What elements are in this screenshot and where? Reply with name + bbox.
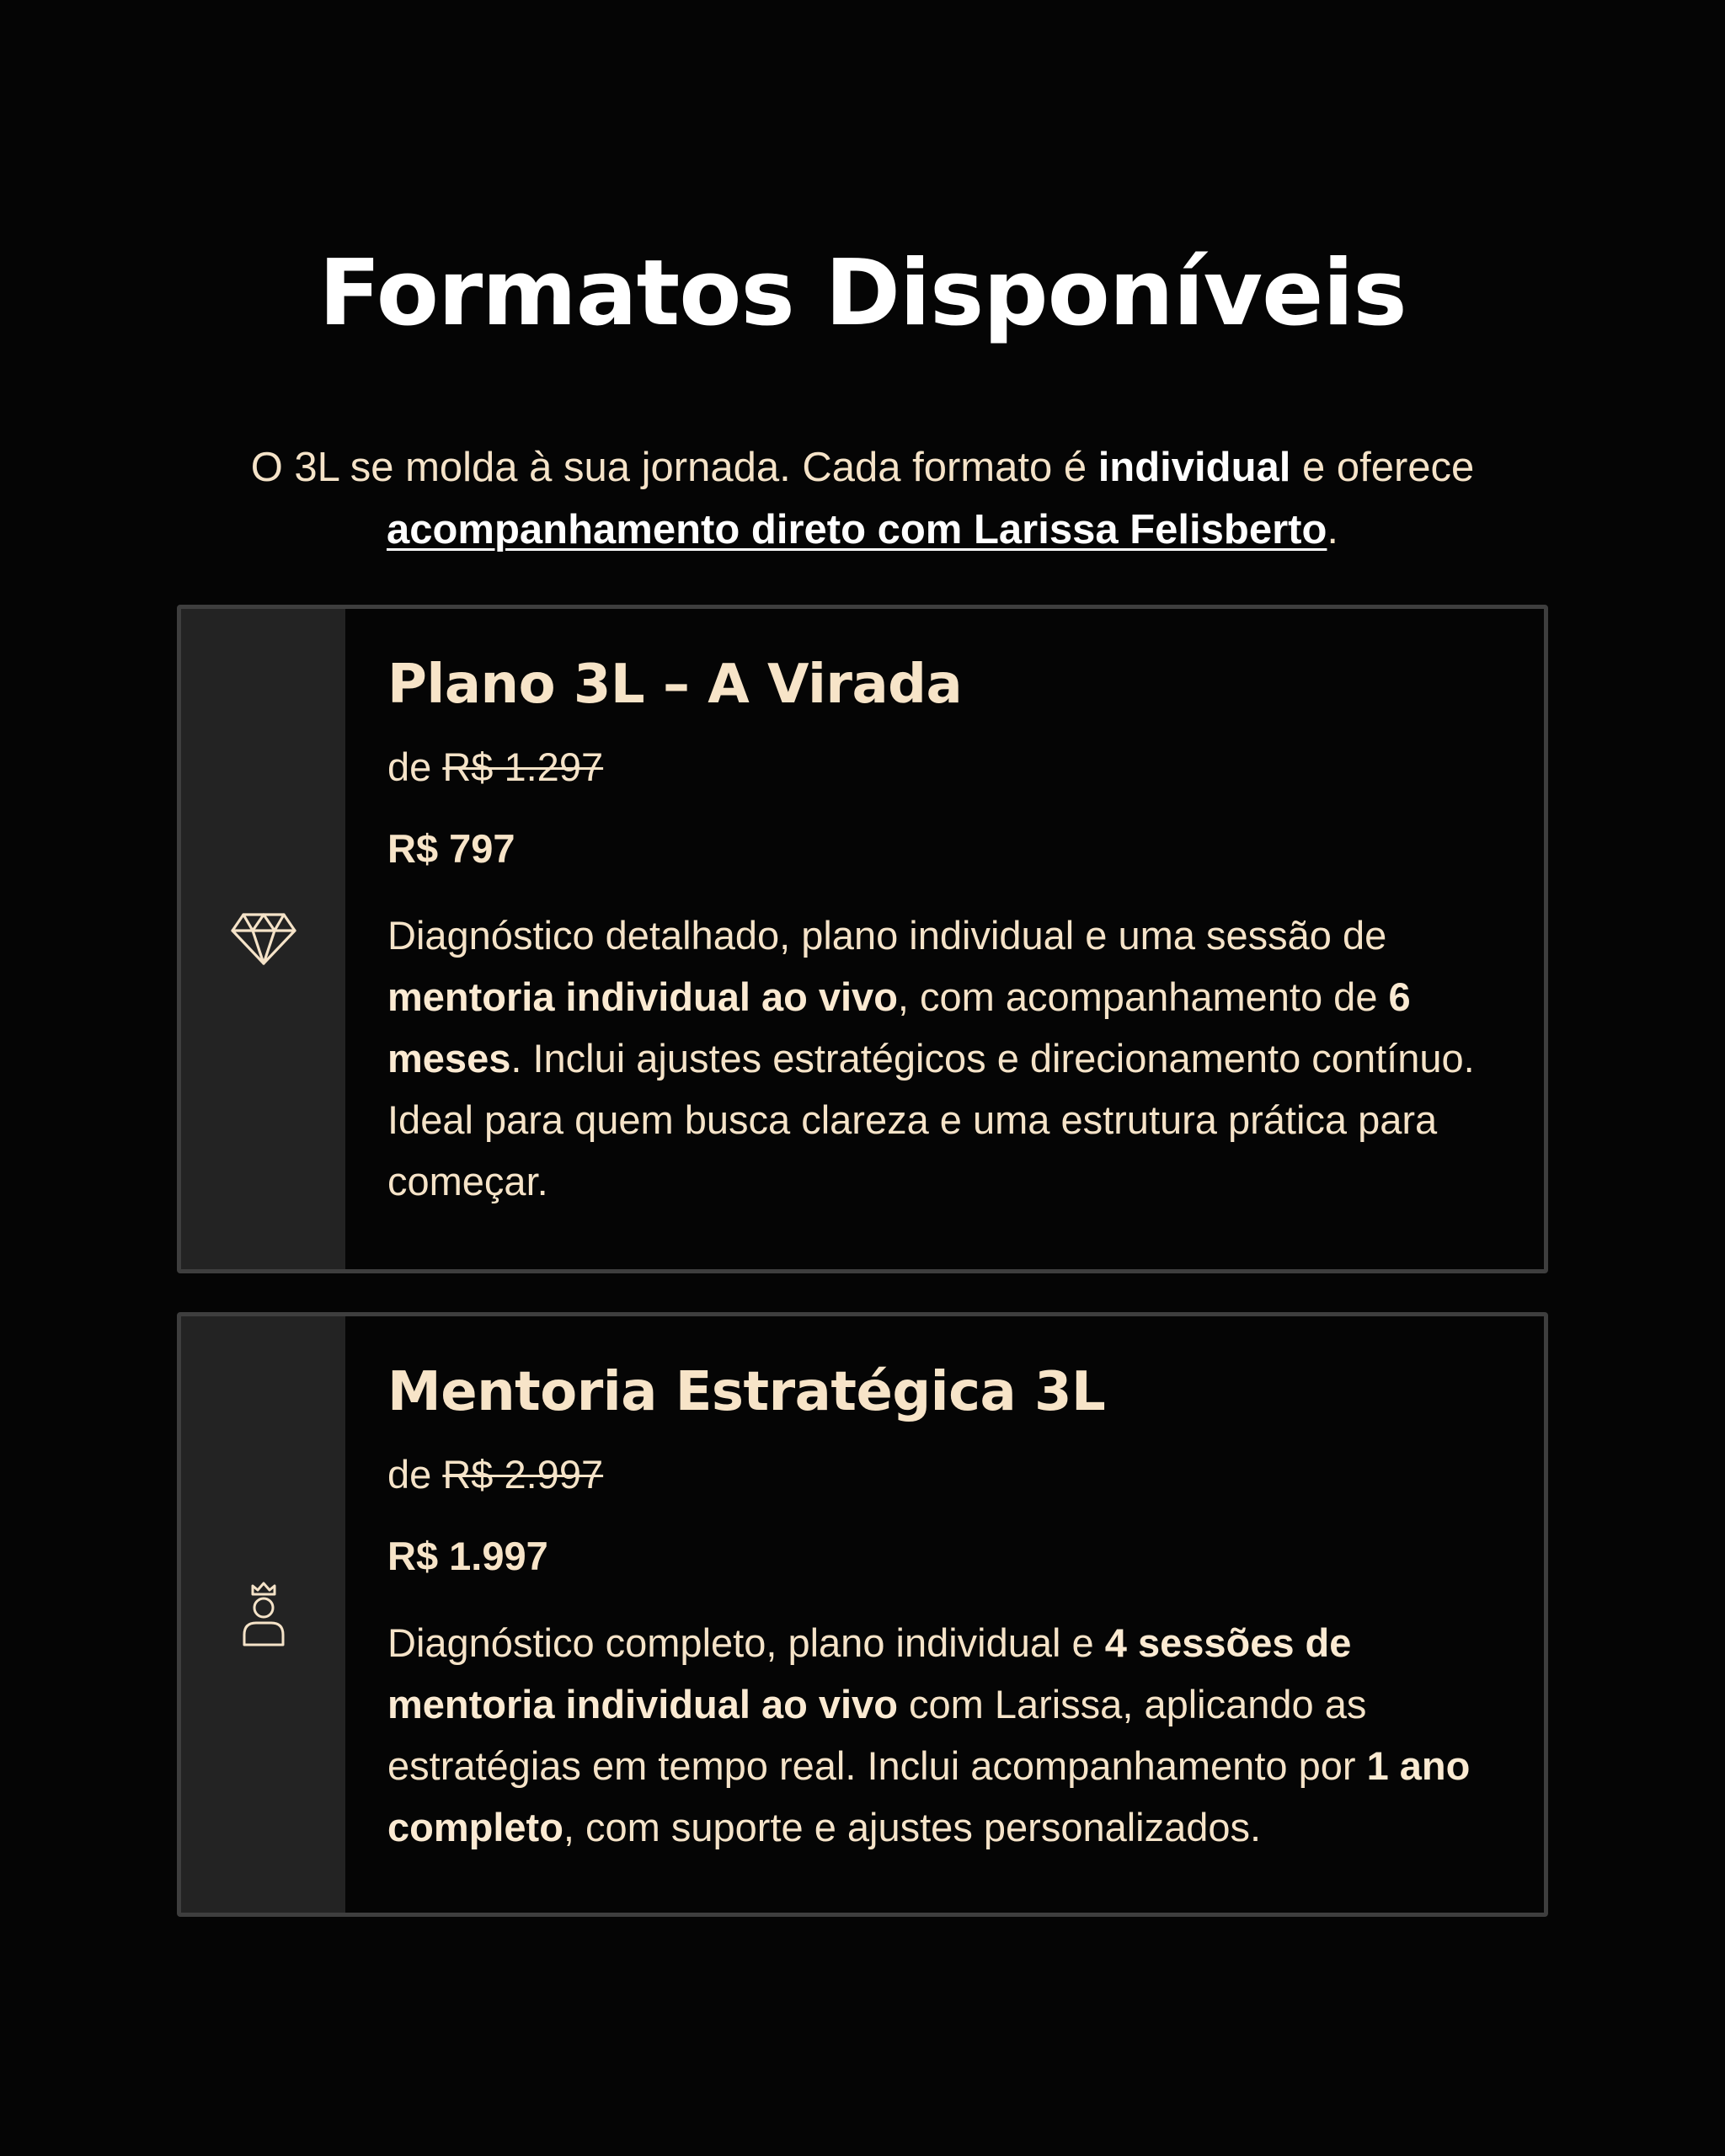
crowned-person-icon bbox=[241, 1581, 286, 1648]
plan-card-virada[interactable] bbox=[177, 605, 1548, 1273]
plan-title: Plano 3L – A Virada bbox=[387, 654, 963, 716]
plan-card-icon-column bbox=[181, 609, 345, 1269]
plan-description bbox=[387, 1612, 1493, 1858]
desc-text: , com suporte e ajustes personalizados. bbox=[563, 1804, 1262, 1849]
plan-title: Mentoria Estratégica 3L bbox=[387, 1361, 1106, 1423]
desc-text: Diagnóstico completo, plano individual e bbox=[387, 1620, 1105, 1665]
intro-bold-individual: individual bbox=[1097, 445, 1291, 490]
plan-card-icon-column bbox=[181, 1316, 345, 1913]
desc-bold: mentoria individual ao vivo bbox=[387, 974, 898, 1019]
desc-bold: 6 meses bbox=[387, 974, 1411, 1081]
desc-bold: 1 ano completo bbox=[387, 1742, 1471, 1849]
plan-card-content bbox=[345, 609, 1544, 1269]
desc-text: Diagnóstico detalhado, plano individual e uma sessão de bbox=[387, 912, 1387, 958]
old-price-prefix: de bbox=[387, 1451, 443, 1497]
desc-bold: 4 sessões de mentoria individual ao vivo bbox=[387, 1620, 1352, 1726]
plan-description bbox=[387, 905, 1493, 1212]
old-price-value: R$ 1.297 bbox=[442, 744, 604, 789]
page-title: Formatos Disponíveis bbox=[318, 241, 1407, 346]
plan-old-price bbox=[387, 741, 1493, 792]
plan-new-price: R$ 797 bbox=[387, 825, 515, 871]
intro-link[interactable]: acompanhamento direto com Larissa Felisberto bbox=[386, 507, 1327, 552]
intro-part-1: O 3L se molda à sua jornada. Cada formato é bbox=[250, 445, 1098, 490]
diamond-icon bbox=[230, 912, 297, 966]
desc-text: , com acompanhamento de bbox=[897, 974, 1389, 1019]
plan-old-price bbox=[387, 1449, 1493, 1500]
plan-card-content bbox=[345, 1316, 1544, 1913]
intro-text bbox=[168, 436, 1557, 561]
plan-card-mentoria[interactable] bbox=[177, 1312, 1548, 1917]
intro-part-3: . bbox=[1327, 507, 1339, 552]
desc-text: com Larissa, aplicando as estratégias em tempo real. Inclui acompanhamento por bbox=[387, 1681, 1367, 1788]
old-price-prefix: de bbox=[387, 744, 443, 789]
old-price-value: R$ 2.997 bbox=[442, 1451, 604, 1497]
plan-new-price: R$ 1.997 bbox=[387, 1533, 548, 1578]
desc-text: . Inclui ajustes estratégicos e direcionamento contínuo. Ideal para quem busca clareza e uma estrutura prática para começar. bbox=[387, 1035, 1475, 1203]
intro-part-2: e oferece bbox=[1290, 445, 1475, 490]
